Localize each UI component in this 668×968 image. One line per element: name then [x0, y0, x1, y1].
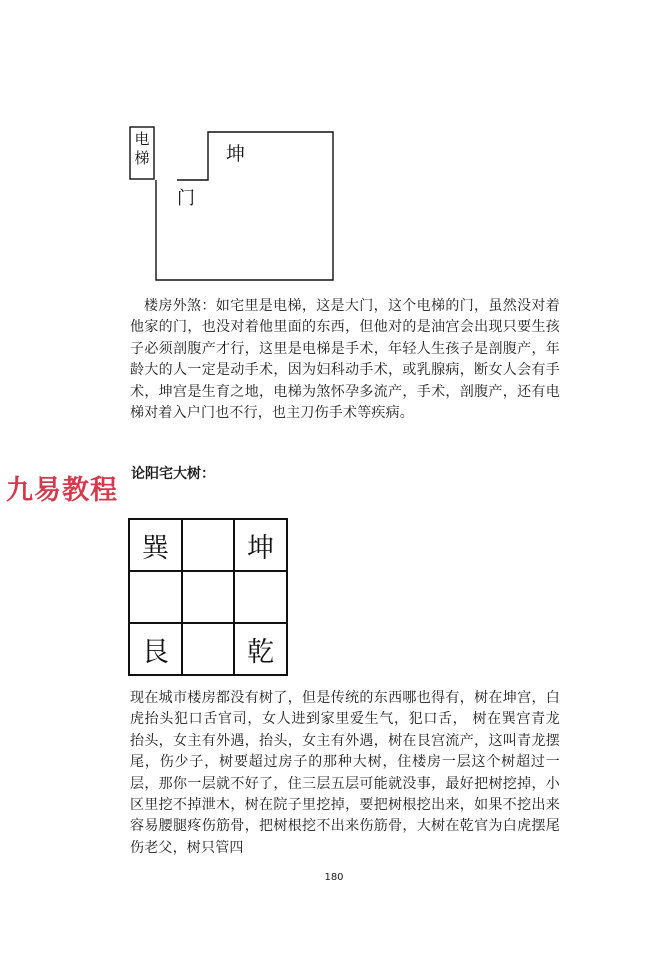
section-heading: 论阳宅大树：: [131, 466, 215, 482]
grid-cell-kun: 坤: [234, 519, 287, 571]
page-number: 180: [324, 872, 344, 883]
grid-cell-middle-right: [234, 571, 287, 623]
floor-plan-sketch: [125, 122, 340, 287]
watermark: 九易教程: [6, 475, 118, 506]
grid-cell-middle-left: [129, 571, 182, 623]
grid-cell-qian: 乾: [234, 623, 287, 675]
kun-label: 坤: [226, 143, 246, 165]
grid-cell-top-middle: [182, 519, 235, 571]
paragraph-big-tree: 现在城市楼房都没有树了，但是传统的东西哪也得有，树在坤宫，白虎抬头犯口舌官司，女人进到家里爱生气，犯口舌， 树在巽宫青龙抬头，女主有外遇，抬头，女主有外遇，树在艮宫流产，这叫青龙摆尾，伤少子，树要超过房子的那种大树，住楼房一层这个树超过一层，那你一层就不好了，住三层五层可能就没事，最好把树挖掉，小区里挖不掉泄木，树在院子里挖掉，要把树根挖出来，如果不挖出来容易腰腿疼伤筋骨，把树根挖不出来伤筋骨，大树在乾官为白虎摆尾伤老父，树只管四: [130, 690, 560, 856]
door-label: 门: [177, 188, 195, 209]
grid-cell-bottom-middle: [182, 623, 235, 675]
bagua-grid: [128, 518, 288, 676]
paragraph-elevator: 楼房外煞：如宅里是电梯，这是大门，这个电梯的门，虽然没对着他家的门，也没对着他里面的东西，但他对的是油宫会出现只要生孩子必须剖腹产才行，这里是电梯是手术，年轻人生孩子是剖腹产，年龄大的人一定是动手术，因为妇科动手术，或乳腺病，断女人会有手术，坤宫是生育之地，电梯为煞怀孕多流产，手术，剖腹产，还有电梯对着入户门也不行，也主刀伤手术等疾病。: [130, 298, 560, 422]
grid-cell-gen: 艮: [129, 623, 182, 675]
grid-cell-center: [182, 571, 235, 623]
elevator-label: 电梯: [134, 130, 150, 167]
grid-cell-xun: 巽: [129, 519, 182, 571]
